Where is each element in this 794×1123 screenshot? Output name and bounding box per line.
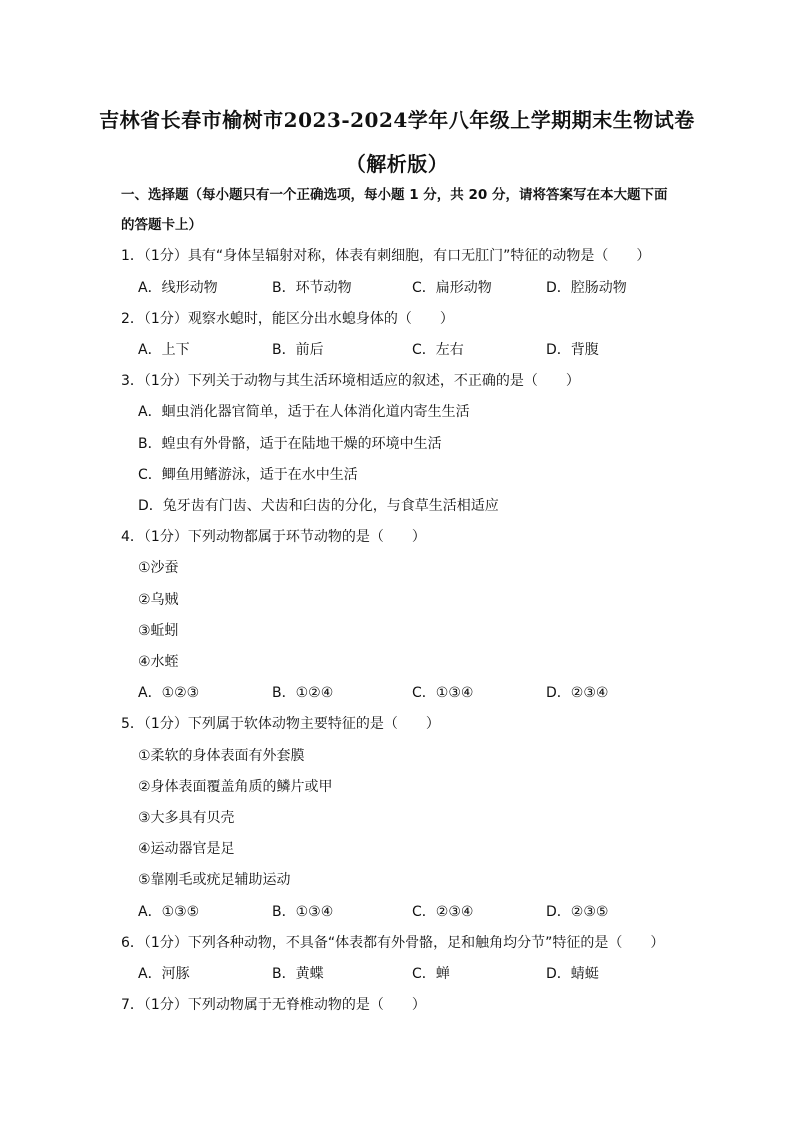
question-1-option-c: C．扁形动物 (412, 280, 492, 296)
question-2-option-b: B．前后 (272, 342, 324, 358)
question-4-options (138, 683, 698, 703)
question-2-option-d: D．背腹 (546, 342, 599, 358)
question-5-option-c: C．②③④ (412, 904, 474, 920)
question-1-stem: 1．（1分）具有“身体呈辐射对称，体表有刺细胞，有口无肛门”特征的动物是（ ） (121, 248, 651, 264)
question-4-item-2: ②乌贼 (138, 592, 179, 608)
question-5-item-1: ①柔软的身体表面有外套膜 (138, 748, 305, 764)
question-5-item-5: ⑤靠刚毛或疣足辅助运动 (138, 872, 291, 888)
section-heading-line-1: 一、选择题（每小题只有一个正确选项，每小题 1 分，共 20 分，请将答案写在本大题下面 (121, 187, 668, 203)
question-6-option-d: D．蜻蜓 (546, 966, 599, 982)
question-6-options (138, 964, 698, 984)
question-4-option-d: D．②③④ (546, 685, 609, 701)
question-6-option-b: B．黄蝶 (272, 966, 324, 982)
question-1-option-d: D．腔肠动物 (546, 280, 627, 296)
question-2-option-a: A．上下 (138, 342, 190, 358)
question-5-item-2: ②身体表面覆盖角质的鳞片或甲 (138, 779, 333, 795)
question-4-option-c: C．①③④ (412, 685, 474, 701)
question-6-option-c: C．蝉 (412, 966, 450, 982)
question-4-stem: 4．（1分）下列动物都属于环节动物的是（ ） (121, 529, 426, 545)
question-4-option-b: B．①②④ (272, 685, 334, 701)
question-3-stem: 3．（1分）下列关于动物与其生活环境相适应的叙述，不正确的是（ ） (121, 373, 580, 389)
section-heading-line-2: 的答题卡上） (121, 217, 202, 233)
question-3-option-a: A．蛔虫消化器官简单，适于在人体消化道内寄生生活 (138, 404, 470, 420)
question-1-option-b: B．环节动物 (272, 280, 352, 296)
question-3-option-c: C．鲫鱼用鳍游泳，适于在水中生活 (138, 467, 358, 483)
question-3-option-d: D．兔牙齿有门齿、犬齿和臼齿的分化，与食草生活相适应 (138, 498, 499, 514)
question-5-option-d: D．②③⑤ (546, 904, 609, 920)
question-6-stem: 6．（1分）下列各种动物，不具备“体表都有外骨骼，足和触角均分节”特征的是（ ） (121, 935, 665, 951)
question-4-item-3: ③蚯蚓 (138, 623, 179, 639)
question-1-option-a: A．线形动物 (138, 280, 218, 296)
question-5-option-a: A．①③⑤ (138, 904, 200, 920)
question-3-option-b: B．蝗虫有外骨骼，适于在陆地干燥的环境中生活 (138, 436, 442, 452)
question-2-stem: 2．（1分）观察水螅时，能区分出水螅身体的（ ） (121, 311, 454, 327)
question-5-stem: 5．（1分）下列属于软体动物主要特征的是（ ） (121, 716, 440, 732)
question-6-option-a: A．河豚 (138, 966, 190, 982)
question-5-options (138, 902, 698, 922)
question-5-option-b: B．①③④ (272, 904, 334, 920)
question-4-item-4: ④水蛭 (138, 654, 179, 670)
exam-title: 吉林省长春市榆树市2023-2024学年八年级上学期期末生物试卷 (99, 108, 695, 132)
question-4-option-a: A．①②③ (138, 685, 200, 701)
exam-subtitle: （解析版） (345, 152, 449, 176)
question-7-stem: 7．（1分）下列动物属于无脊椎动物的是（ ） (121, 997, 426, 1013)
question-2-options (138, 340, 698, 360)
question-1-options (138, 278, 698, 298)
question-2-option-c: C．左右 (412, 342, 464, 358)
question-4-item-1: ①沙蚕 (138, 560, 179, 576)
question-5-item-3: ③大多具有贝壳 (138, 810, 235, 826)
question-5-item-4: ④运动器官是足 (138, 841, 235, 857)
section-heading (121, 180, 681, 240)
